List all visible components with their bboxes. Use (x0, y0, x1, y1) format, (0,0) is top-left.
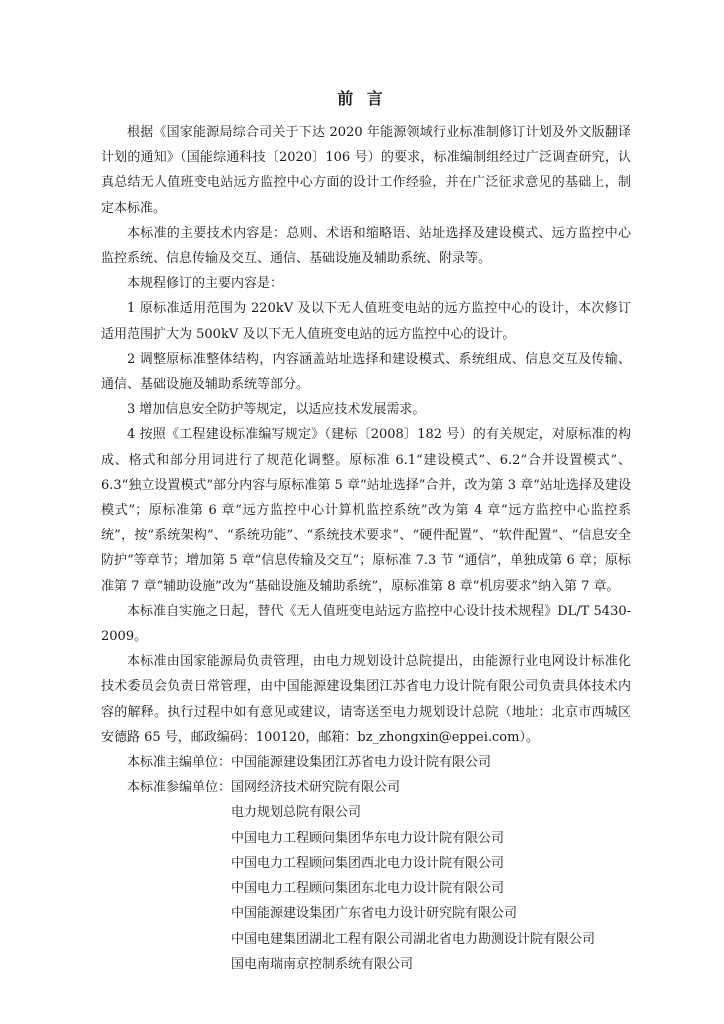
list-item: 国电南瑞南京控制系统有限公司 (231, 956, 414, 972)
paragraph: 本规程修订的主要内容是： (127, 276, 284, 292)
participating-organization-list (101, 800, 631, 976)
paragraph: 本标准自实施之日起，替代《无人值班变电站远方监控中心设计技术规程》DL/T 5430-2009。 (101, 603, 631, 645)
list-item: 中国电力工程顾问集团西北电力设计院有限公司 (231, 855, 505, 871)
paragraph: 4 按照《工程建设标准编写规定》（建标〔2008〕182 号）的有关规定，对原标准的构成、格式和部分用词进行了规范化调整。原标准 6.1“建设模式”、6.2“合并设置模式”、6.3“独立设置模式”部分内容与原标准第 5 章“站址选择”合并，改为第 3 章“站址选择及建设模式”；原标准第 6 章“远方监控中心计算机监控系统”改为第 4 章“远方监控中心监控系统”，按“系统架构”、“系统功能”、“系统技术要求”、“硬件配置”、“软件配置”、“信息安全防护”等章节；增加第 5 章“信息传输及交互”；原标准 7.3 节 “通信”，单独成第 6 章；原标准第 7 章“辅助设施”改为“基础设施及辅助系统”，原标准第 8 章“机房要求”纳入第 7 章。 (101, 427, 631, 594)
page-title: 前 言 (337, 89, 387, 108)
paragraph: 3 增加信息安全防护等规定，以适应技术发展需求。 (127, 402, 426, 418)
list-item: 中国电力工程顾问集团东北电力设计院有限公司 (231, 881, 505, 897)
list-item: 中国电力工程顾问集团华东电力设计院有限公司 (231, 830, 505, 846)
paragraph: 1 原标准适用范围为 220kV 及以下无人值班变电站的远方监控中心的设计，本次修订适用范围扩大为 500kV 及以下无人值班变电站的远方监控中心的设计。 (101, 301, 631, 342)
paragraph: 2 调整原标准整体结构，内容涵盖站址选择和建设模式、系统组成、信息交互及传输、通信、基础设施及辅助系统等部分。 (101, 351, 631, 393)
preface-body (101, 120, 631, 977)
list-item: 中国能源建设集团广东省电力设计研究院有限公司 (231, 906, 518, 922)
list-item: 中国电建集团湖北工程有限公司湖北省电力勘测设计院有限公司 (231, 931, 596, 947)
paragraph: 本标准的主要技术内容是：总则、术语和缩略语、站址选择及建设模式、远方监控中心监控系统、信息传输及交互、通信、基础设施及辅助系统、附录等。 (101, 225, 631, 267)
list-item: 电力规划总院有限公司 (231, 805, 362, 821)
participating-units-line: 本标准参编单位：国网经济技术研究院有限公司 (127, 780, 401, 796)
chief-editor-line: 本标准主编单位：中国能源建设集团江苏省电力设计院有限公司 (127, 755, 492, 771)
paragraph: 本标准由国家能源局负责管理，由电力规划设计总院提出，由能源行业电网设计标准化技术委员会负责日常管理，由中国能源建设集团江苏省电力设计院有限公司负责具体技术内容的解释。执行过程中如有意见或建议，请寄送至电力规划设计总院（地址：北京市西城区安德路 65 号，邮政编码：100120，邮箱：bz_zhongxin@eppei.com）。 (101, 654, 631, 745)
paragraph: 根据《国家能源局综合司关于下达 2020 年能源领域行业标准制修订计划及外文版翻译计划的通知》（国能综通科技〔2020〕106 号）的要求，标准编制组经过广泛调查研究，认真总结无人值班变电站远方监控中心方面的设计工作经验，并在广泛征求意见的基础上，制定本标准。 (101, 125, 631, 216)
